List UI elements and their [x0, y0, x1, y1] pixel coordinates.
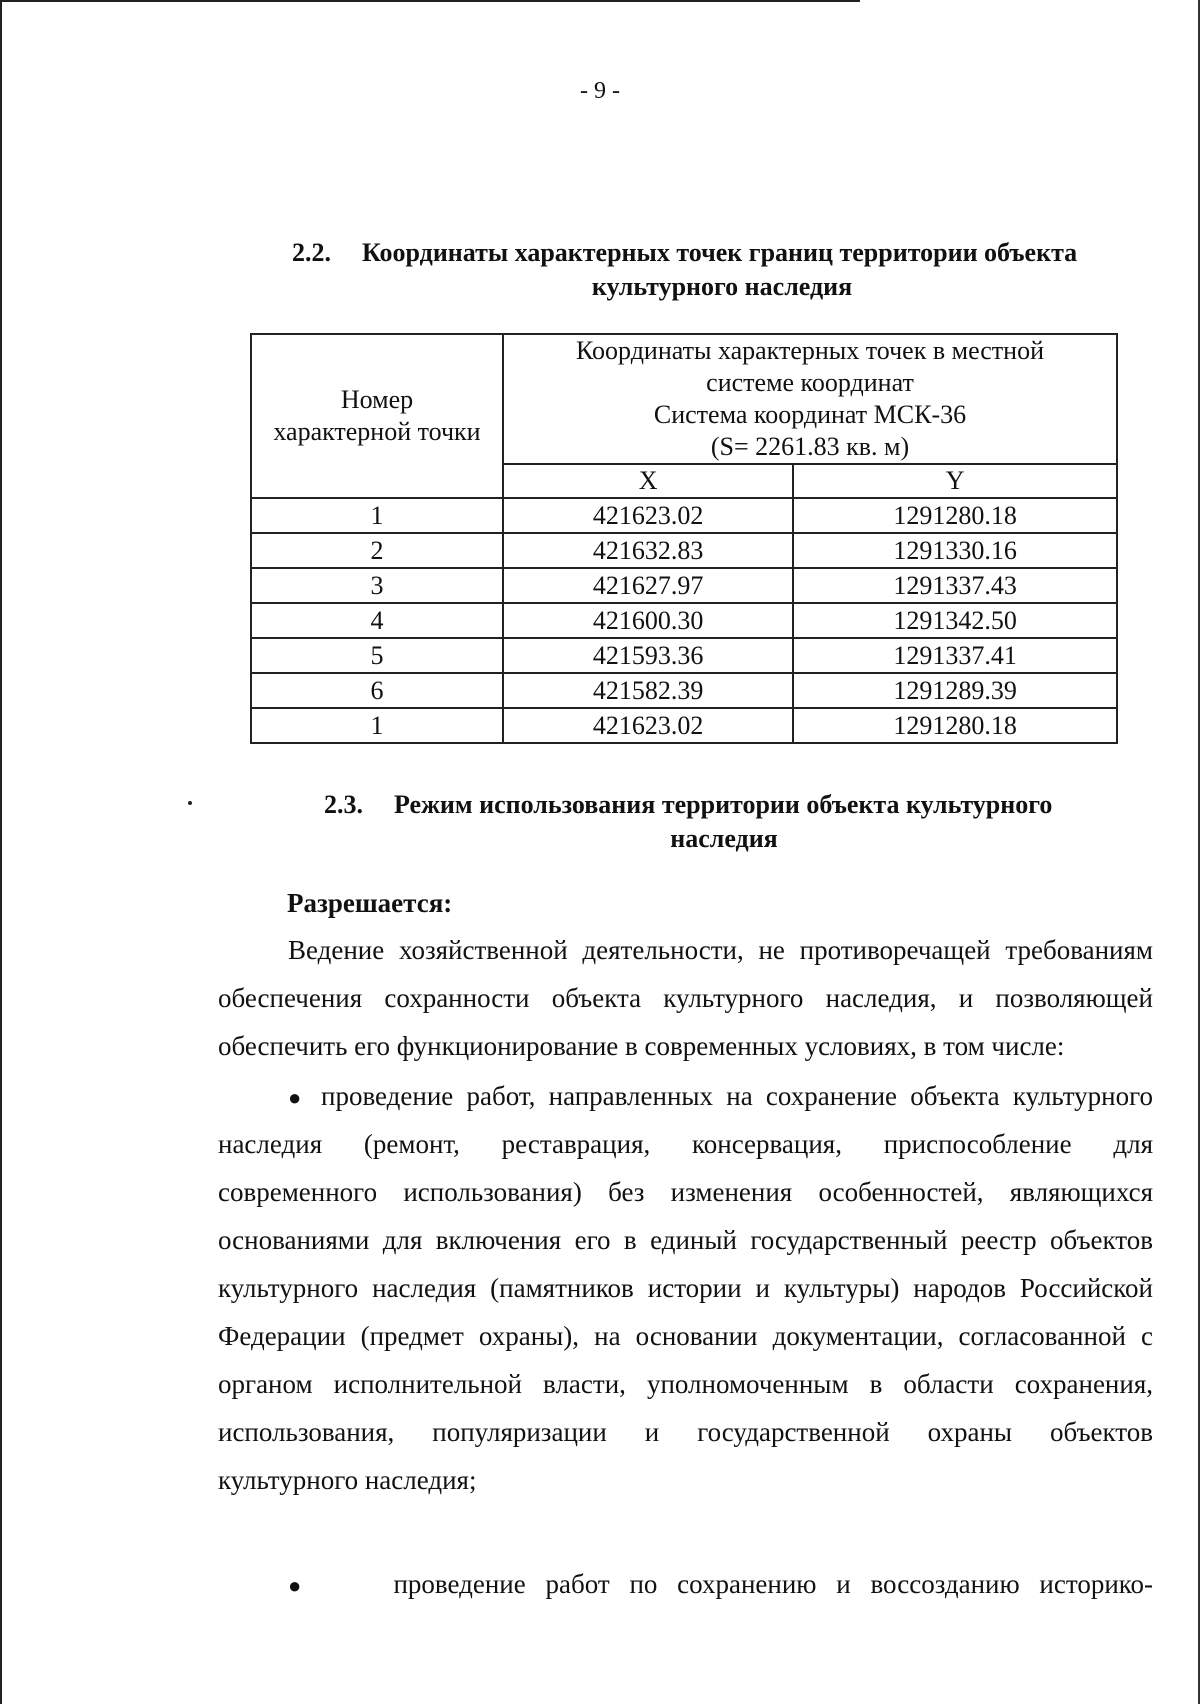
scan-border-left [0, 0, 2, 1704]
table-row [251, 603, 1117, 638]
page-number: - 9 - [580, 78, 620, 104]
paragraph-line [218, 1560, 1153, 1608]
header-num-line1: Номер [340, 385, 414, 414]
bullet-icon: ● [288, 1573, 315, 1598]
paragraph-line: Федерации (предмет охраны), на основании документации, согласованной с [218, 1321, 1153, 1351]
header-coords-line2: системе координат [706, 368, 914, 397]
scan-speck [188, 801, 192, 805]
cell-x: 421627.97 [503, 568, 793, 603]
cell-x: 421623.02 [503, 708, 793, 743]
cell-y: 1291342.50 [793, 603, 1117, 638]
cell-y: 1291280.18 [793, 708, 1117, 743]
cell-point: 1 [251, 708, 503, 743]
paragraph-activity [218, 926, 1153, 1070]
header-coords-line4: (S= 2261.83 кв. м) [710, 432, 910, 461]
paragraph-bullet-works [218, 1072, 1153, 1504]
paragraph-bullet-restoration [218, 1560, 1153, 1608]
table-row [251, 673, 1117, 708]
table-row [251, 568, 1117, 603]
section-title-line2: культурного наследия [591, 272, 853, 301]
cell-x: 421600.30 [503, 603, 793, 638]
header-point-number [251, 334, 503, 498]
header-coordinates [503, 334, 1117, 464]
table-row [251, 533, 1117, 568]
bullet-icon: ● [288, 1085, 308, 1110]
paragraph-line: основаниями для включения его в единый государственный реестр объектов [218, 1225, 1153, 1255]
header-coords-line3: Система координат МСК-36 [653, 400, 967, 429]
paragraph-line: обеспечить его функционирование в современных условиях, в том числе: [218, 1031, 1065, 1061]
paragraph-line: органом исполнительной власти, уполномоченным в области сохранения, [218, 1369, 1153, 1399]
bullet-text: проведение работ, направленных на сохранение объекта культурного [321, 1081, 1153, 1111]
section-title-line1: Координаты характерных точек границ территории объекта [362, 238, 1078, 267]
cell-point: 3 [251, 568, 503, 603]
allowed-label: Разрешается: [287, 888, 453, 918]
paragraph-line: культурного наследия; [218, 1465, 477, 1495]
cell-x: 421632.83 [503, 533, 793, 568]
table-row [251, 708, 1117, 743]
cell-y: 1291280.18 [793, 498, 1117, 533]
cell-y: 1291337.43 [793, 568, 1117, 603]
cell-point: 2 [251, 533, 503, 568]
paragraph-line: Ведение хозяйственной деятельности, не противоречащей требованиям [288, 935, 1153, 965]
cell-point: 1 [251, 498, 503, 533]
cell-point: 5 [251, 638, 503, 673]
cell-x: 421623.02 [503, 498, 793, 533]
section-number: 2.2. [292, 238, 331, 267]
cell-y: 1291330.16 [793, 533, 1117, 568]
cell-x: 421593.36 [503, 638, 793, 673]
cell-x: 421582.39 [503, 673, 793, 708]
coordinates-table [250, 333, 1118, 744]
paragraph-line: наследия (ремонт, реставрация, консервация, приспособление для [218, 1129, 1153, 1159]
paragraph-line: использования, популяризации и государственной охраны объектов [218, 1417, 1153, 1447]
table-row [251, 498, 1117, 533]
section-heading-2-3 [324, 788, 1124, 856]
header-coords-line1: Координаты характерных точек в местной [575, 336, 1044, 365]
cell-y: 1291337.41 [793, 638, 1117, 673]
section-heading-2-2 [292, 236, 1152, 304]
bullet-text: проведение работ по сохранению и воссозданию историко- [393, 1569, 1153, 1599]
paragraph-line [218, 1072, 1153, 1120]
paragraph-line: обеспечения сохранности объекта культурного наследия, и позволяющей [218, 983, 1153, 1013]
cell-y: 1291289.39 [793, 673, 1117, 708]
paragraph-line: культурного наследия (памятников истории и культуры) народов Российской [218, 1273, 1153, 1303]
paragraph-line: современного использования) без изменения особенностей, являющихся [218, 1177, 1153, 1207]
section-number: 2.3. [324, 790, 363, 819]
header-x: X [503, 464, 793, 498]
table-header-row [251, 334, 1117, 464]
section-title-line1: Режим использования территории объекта культурного [394, 790, 1053, 819]
cell-point: 4 [251, 603, 503, 638]
table-row [251, 638, 1117, 673]
section-title-line2: наследия [670, 824, 778, 853]
scan-border-top [0, 0, 860, 2]
cell-point: 6 [251, 673, 503, 708]
header-num-line2: характерной точки [273, 417, 481, 446]
header-y: Y [793, 464, 1117, 498]
